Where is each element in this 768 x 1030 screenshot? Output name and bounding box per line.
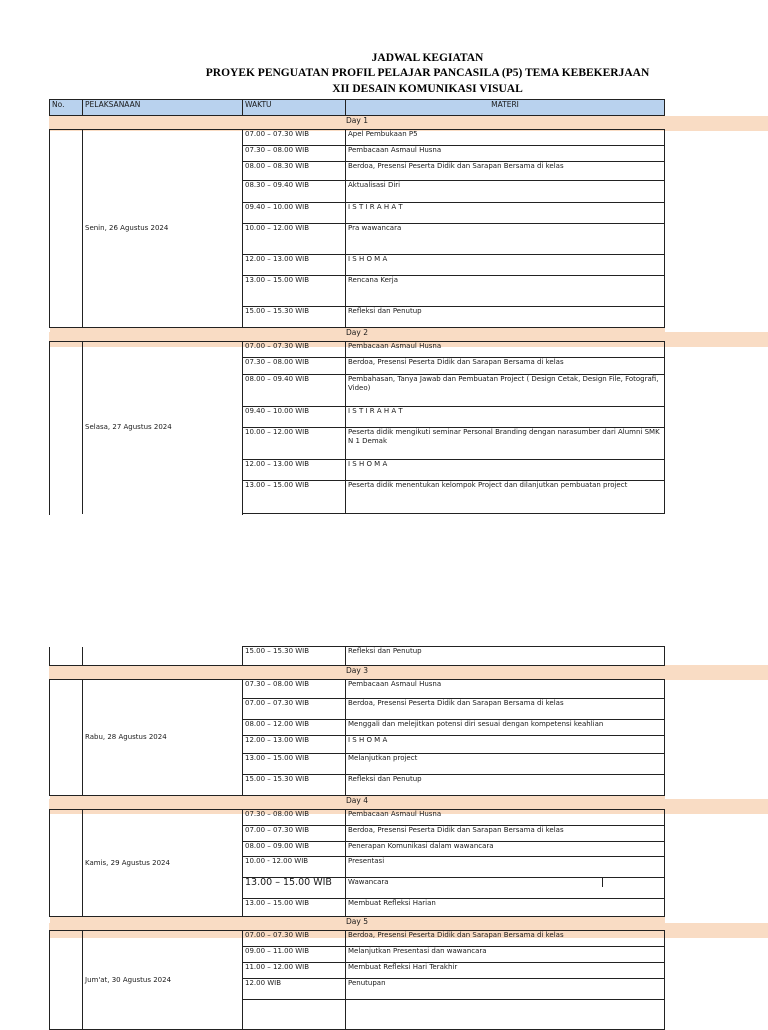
table-row (50, 680, 665, 699)
table-header-row (50, 100, 665, 116)
day-row (50, 917, 665, 931)
day-label: Day 2 (50, 328, 665, 342)
schedule-table-page-1 (49, 99, 665, 515)
table-row (50, 130, 665, 146)
header-no: No. (50, 100, 83, 116)
materi-cell: Peserta didik mengikuti seminar Personal Branding dengan narasumber dari Alumni SMK N 1 Demak (346, 428, 665, 460)
materi-cell: Berdoa, Presensi Peserta Didik dan Sarapan Bersama di kelas (346, 162, 665, 181)
materi-cell: Apel Pembukaan P5 (346, 130, 665, 146)
waktu-cell: 11.00 – 12.00 WIB (243, 963, 346, 979)
no-cell (50, 680, 83, 796)
materi-cell: Berdoa, Presensi Peserta Didik dan Sarapan Bersama di kelas (346, 931, 665, 947)
materi-cell: Pembacaan Asmaul Husna (346, 146, 665, 162)
materi-cell: Rencana Kerja (346, 276, 665, 307)
waktu-cell: 12.00 – 13.00 WIB (243, 255, 346, 276)
waktu-cell: 07.00 – 07.30 WIB (243, 931, 346, 947)
header-materi: MATERI (346, 100, 665, 116)
waktu-cell: 07.00 – 07.30 WIB (243, 130, 346, 146)
table-tail (50, 514, 665, 515)
waktu-cell: 12.00 – 13.00 WIB (243, 460, 346, 481)
materi-cell: Refleksi dan Penutup (346, 307, 665, 328)
waktu-cell: 07.30 – 08.00 WIB (243, 358, 346, 375)
materi-cell: Pembacaan Asmaul Husna (346, 342, 665, 358)
materi-cell: Melanjutkan Presentasi dan wawancara (346, 947, 665, 963)
waktu-cell: 12.00 – 13.00 WIB (243, 736, 346, 754)
waktu-cell: 13.00 – 15.00 WIB (243, 276, 346, 307)
no-cell (50, 342, 83, 514)
date-cell: Selasa, 27 Agustus 2024 (83, 342, 243, 514)
waktu-cell: 07.30 – 08.00 WIB (243, 146, 346, 162)
materi-cell: I S T I R A H A T (346, 203, 665, 224)
materi-cell: Membuat Refleksi Hari Terakhir (346, 963, 665, 979)
materi-cell (346, 878, 665, 899)
materi-cell: Berdoa, Presensi Peserta Didik dan Sarapan Bersama di kelas (346, 826, 665, 842)
materi-cell: Refleksi dan Penutup (346, 647, 665, 666)
waktu-cell: 07.00 – 07.30 WIB (243, 342, 346, 358)
waktu-cell: 13.00 – 15.00 WIB (243, 899, 346, 917)
materi-cell: Melanjutkan project (346, 754, 665, 775)
waktu-cell: 13.00 – 15.00 WIB (243, 481, 346, 514)
waktu-cell: 08.00 – 09.40 WIB (243, 375, 346, 407)
waktu-cell: 09.40 – 10.00 WIB (243, 203, 346, 224)
date-cell: Jum'at, 30 Agustus 2024 (83, 931, 243, 1030)
waktu-cell: 15.00 – 15.30 WIB (243, 647, 346, 666)
header-waktu: WAKTU (243, 100, 346, 116)
waktu-cell (243, 1000, 346, 1030)
document-subtitle: PROYEK PENGUATAN PROFIL PELAJAR PANCASILA (P5) TEMA KEBEKERJAAN (205, 67, 650, 79)
materi-cell: Pembahasan, Tanya Jawab dan Pembuatan Project ( Design Cetak, Design File, Fotografi, Video) (346, 375, 665, 407)
waktu-cell: 08.00 – 09.00 WIB (243, 842, 346, 857)
waktu-cell: 13.00 – 15.00 WIB (243, 878, 346, 899)
no-cell (50, 647, 83, 666)
table-row (50, 342, 665, 358)
materi-cell: Aktualisasi Diri (346, 181, 665, 203)
day-label: Day 3 (50, 666, 665, 680)
materi-cell: I S H O M A (346, 736, 665, 754)
materi-cell: Pembacaan Asmaul Husna (346, 810, 665, 826)
date-cell: Senin, 26 Agustus 2024 (83, 130, 243, 328)
table-row (50, 931, 665, 947)
waktu-cell: 10.00 – 12.00 WIB (243, 224, 346, 255)
day-label: Day 4 (50, 796, 665, 810)
waktu-cell: 15.00 – 15.30 WIB (243, 775, 346, 796)
materi-cell: I S H O M A (346, 460, 665, 481)
header-pelaksanaan: PELAKSANAAN (83, 100, 243, 116)
materi-cell: I S H O M A (346, 255, 665, 276)
materi-cell: Pembacaan Asmaul Husna (346, 680, 665, 699)
date-cell (83, 647, 243, 666)
table-row (50, 810, 665, 826)
waktu-cell: 07.00 – 07.30 WIB (243, 826, 346, 842)
waktu-cell: 09.00 – 11.00 WIB (243, 947, 346, 963)
day-row (50, 116, 665, 130)
waktu-cell: 07.30 – 08.00 WIB (243, 680, 346, 699)
waktu-cell: 10.00 – 12.00 WIB (243, 428, 346, 460)
schedule-table-page-2 (49, 646, 665, 1030)
day-row (50, 666, 665, 680)
materi-cell: Presentasi (346, 857, 665, 878)
materi-cell: Berdoa, Presensi Peserta Didik dan Sarapan Bersama di kelas (346, 358, 665, 375)
materi-cell: Penutupan (346, 979, 665, 1000)
date-cell: Rabu, 28 Agustus 2024 (83, 680, 243, 796)
waktu-cell: 12.00 WIB (243, 979, 346, 1000)
waktu-cell: 09.40 – 10.00 WIB (243, 407, 346, 428)
waktu-cell: 10.00 - 12.00 WIB (243, 857, 346, 878)
document-title: JADWAL KEGIATAN (371, 52, 484, 64)
waktu-cell: 15.00 – 15.30 WIB (243, 307, 346, 328)
materi-text: Wawancara (346, 878, 603, 887)
waktu-cell: 07.00 – 07.30 WIB (243, 699, 346, 720)
waktu-cell: 08.00 – 12.00 WIB (243, 720, 346, 736)
materi-cell: Peserta didik menentukan kelompok Project dan dilanjutkan pembuatan project (346, 481, 665, 514)
day-row (50, 796, 665, 810)
day-row (50, 328, 665, 342)
waktu-cell: 08.00 – 08.30 WIB (243, 162, 346, 181)
table-row (50, 647, 665, 666)
day-label: Day 5 (50, 917, 665, 931)
waktu-cell: 07.30 – 08.00 WIB (243, 810, 346, 826)
materi-cell: I S T I R A H A T (346, 407, 665, 428)
no-cell (50, 810, 83, 917)
materi-cell: Pra wawancara (346, 224, 665, 255)
materi-cell: Berdoa, Presensi Peserta Didik dan Sarapan Bersama di kelas (346, 699, 665, 720)
no-cell (50, 130, 83, 328)
materi-cell: Membuat Refleksi Harian (346, 899, 665, 917)
date-cell: Kamis, 29 Agustus 2024 (83, 810, 243, 917)
materi-cell: Penerapan Komunikasi dalam wawancara (346, 842, 665, 857)
day-label: Day 1 (50, 116, 665, 130)
materi-cell (346, 1000, 665, 1030)
no-cell (50, 931, 83, 1030)
waktu-cell: 08.30 – 09.40 WIB (243, 181, 346, 203)
document-class-title: XII DESAIN KOMUNIKASI VISUAL (332, 83, 523, 95)
materi-cell: Refleksi dan Penutup (346, 775, 665, 796)
waktu-cell: 13.00 – 15.00 WIB (243, 754, 346, 775)
materi-cell: Menggali dan melejitkan potensi diri sesuai dengan kompetensi keahlian (346, 720, 665, 736)
